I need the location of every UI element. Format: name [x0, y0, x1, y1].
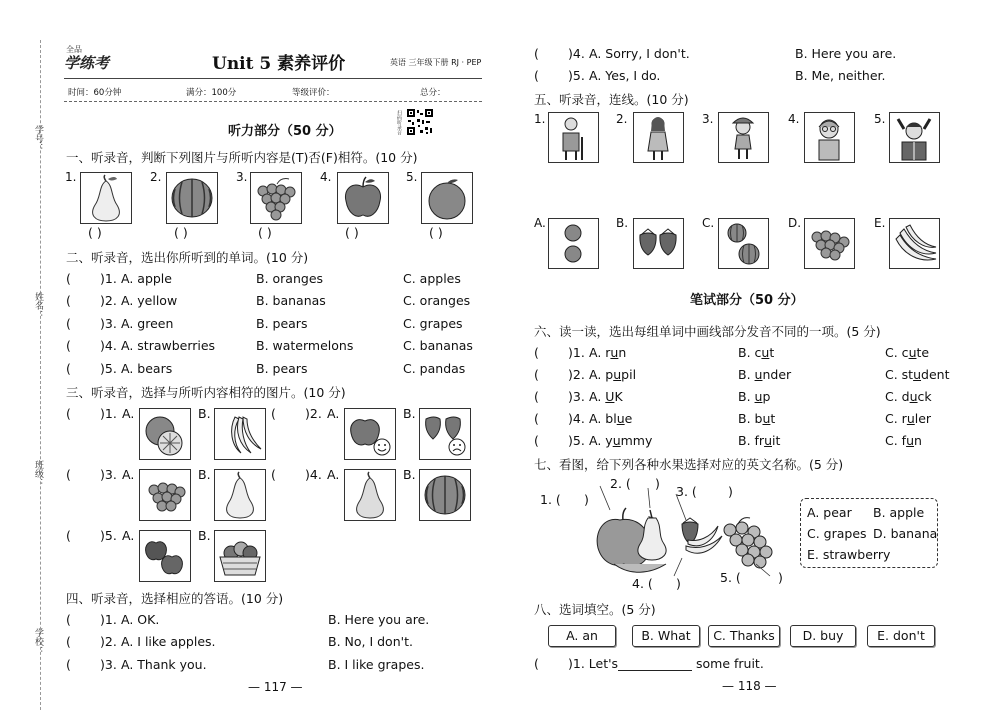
listening-section-title: 听力部分（50 分） [228, 124, 342, 139]
s2-opt-b-2: B. bananas [256, 293, 326, 308]
s3-num-2: )2. [305, 406, 322, 421]
s4-num-2: )2. [100, 634, 117, 649]
header-rule-2 [64, 101, 482, 102]
s4-opt-a-3: A. Thank you. [121, 657, 207, 672]
s7-close-3: ) [728, 484, 733, 499]
s2-opt-b-3: B. pears [256, 316, 308, 331]
s5-fruit-c [718, 218, 769, 269]
oranges-icon [549, 219, 598, 268]
s3-a-2: A. [327, 406, 340, 421]
s1-num-1: 1. [65, 170, 77, 184]
pear-icon [81, 173, 131, 223]
s2-paren-5[interactable]: ( [66, 361, 71, 376]
student-number-label: 学号： [33, 125, 43, 152]
s3-a-5: A. [122, 528, 135, 543]
s4-paren-4[interactable]: ( [534, 46, 539, 61]
s1-answer-1[interactable]: ( ) [88, 225, 102, 240]
s5-fruit-a [548, 218, 599, 269]
s2-opt-a-3: A. green [121, 316, 174, 331]
pear-icon [215, 470, 265, 520]
s5-fruit-d [804, 218, 855, 269]
writing-section-title: 笔试部分（50 分） [690, 293, 804, 308]
s3-pic-2b [419, 408, 471, 460]
s1-answer-4[interactable]: ( ) [345, 225, 359, 240]
s6-num-4: )4. [568, 411, 585, 426]
fruit-basket-icon [215, 531, 265, 581]
watermelons-icon [719, 219, 768, 268]
s8-paren-1[interactable]: ( [534, 656, 539, 671]
s4-opt-a-5: A. Yes, I do. [589, 68, 661, 83]
school-label: 学校： [33, 628, 43, 655]
s3-pic-5a [139, 530, 191, 582]
s1-num-3: 3. [236, 170, 248, 184]
time-label: 时间：60分钟 [68, 88, 122, 98]
s8-chip-d[interactable]: D. buy [790, 625, 856, 647]
s6-opt-b-4: B. but [738, 411, 776, 426]
s4-num-1: )1. [100, 612, 117, 627]
s1-num-4: 4. [320, 170, 332, 184]
s5-fruit-e [889, 218, 940, 269]
s4-opt-b-4: B. Here you are. [795, 46, 897, 61]
s4-opt-b-3: B. I like grapes. [328, 657, 425, 672]
s7-title: 七、看图，给下列各种水果选择对应的英文名称。(5 分) [534, 457, 844, 472]
s4-title: 四、听录音，选择相应的答语。(10 分) [66, 591, 284, 606]
s2-paren-1[interactable]: ( [66, 271, 71, 286]
qr-caption: 扫码听录音 [396, 110, 402, 135]
s5-person-2 [633, 112, 684, 163]
s2-num-4: )4. [100, 338, 117, 353]
s6-opt-b-3: B. up [738, 389, 771, 404]
header-rule [64, 78, 482, 79]
s3-paren-5[interactable]: ( [66, 528, 71, 543]
s3-pic-3a [139, 469, 191, 521]
s3-paren-1[interactable]: ( [66, 406, 71, 421]
s2-opt-c-4: C. bananas [403, 338, 473, 353]
s1-answer-5[interactable]: ( ) [429, 225, 443, 240]
watermelon-icon [420, 470, 470, 520]
s3-a-4: A. [327, 467, 340, 482]
s6-num-5: )5. [568, 433, 585, 448]
s6-paren-2[interactable]: ( [534, 367, 539, 382]
s6-opt-a-1: A. run [589, 345, 627, 360]
s7-opt-e: E. strawberry [807, 547, 891, 562]
qr-code-icon[interactable] [406, 108, 434, 136]
s6-opt-c-5: C. fun [885, 433, 922, 448]
s7-options-box [800, 498, 938, 568]
s1-pic-1 [80, 172, 132, 224]
s5-letter-a: A. [534, 216, 546, 230]
s7-close-2: ) [655, 476, 660, 491]
s6-num-1: )1. [568, 345, 585, 360]
s7-opt-b: B. apple [873, 505, 925, 520]
s7-close-5: ) [778, 570, 783, 585]
s7-num-3: 3. ( [676, 484, 697, 499]
s6-opt-b-1: B. cut [738, 345, 775, 360]
apple-icon [338, 173, 388, 223]
s3-b-3: B. [198, 467, 211, 482]
grapes-icon [805, 219, 854, 268]
s8-chip-c[interactable]: C. Thanks [708, 625, 780, 647]
s7-num-2: 2. ( [610, 476, 631, 491]
s8-q1-end: some fruit. [696, 656, 764, 671]
s5-fruit-b [633, 218, 684, 269]
s2-num-1: )1. [100, 271, 117, 286]
s2-paren-2[interactable]: ( [66, 293, 71, 308]
s6-num-2: )2. [568, 367, 585, 382]
s3-pic-3b [214, 469, 266, 521]
mother-icon [634, 113, 683, 162]
s1-title: 一、听录音，判断下列图片与所听内容是(T)否(F)相符。(10 分) [66, 150, 418, 165]
s5-num-5: 5. [874, 112, 886, 126]
s4-opt-b-1: B. Here you are. [328, 612, 430, 627]
full-score-label: 满分：100分 [186, 88, 237, 98]
strawberries-icon [634, 219, 683, 268]
s4-opt-a-2: A. I like apples. [121, 634, 216, 649]
logo: 学练考 [64, 54, 110, 72]
s1-pic-3 [250, 172, 302, 224]
s3-title: 三、听录音，选择与所听内容相符的图片。(10 分) [66, 385, 346, 400]
orange-halves-icon [140, 409, 190, 459]
right-page [500, 0, 1000, 722]
grade-label: 等级评价： [292, 88, 335, 98]
s4-opt-b-2: B. No, I don't. [328, 634, 413, 649]
s1-answer-3[interactable]: ( ) [258, 225, 272, 240]
s7-close-4: ) [676, 576, 681, 591]
s6-opt-a-2: A. pupil [589, 367, 637, 382]
s3-pic-1b [214, 408, 266, 460]
s7-num-1: 1. ( [540, 492, 561, 507]
banana-icon [215, 409, 265, 459]
s6-opt-a-5: A. yummy [589, 433, 653, 448]
subject-info: 英语 三年级下册 RJ · PEP [390, 58, 482, 67]
s6-paren-3[interactable]: ( [534, 389, 539, 404]
s3-a-3: A. [122, 467, 135, 482]
s4-paren-3[interactable]: ( [66, 657, 71, 672]
s3-b-4: B. [403, 467, 416, 482]
s3-num-5: )5. [100, 528, 117, 543]
s5-title: 五、听录音，连线。(10 分) [534, 92, 689, 107]
s7-num-5: 5. ( [720, 570, 741, 585]
page-title: Unit 5 素养评价 [212, 54, 346, 74]
s7-close-1: ) [584, 492, 589, 507]
watermelon-icon [167, 173, 217, 223]
s1-answer-2[interactable]: ( ) [174, 225, 188, 240]
s6-opt-c-2: C. student [885, 367, 950, 382]
s5-letter-e: E. [874, 216, 886, 230]
s3-paren-3[interactable]: ( [66, 467, 71, 482]
s5-num-2: 2. [616, 112, 628, 126]
s5-letter-b: B. [616, 216, 629, 230]
s2-opt-a-2: A. yellow [121, 293, 178, 308]
s2-opt-c-5: C. pandas [403, 361, 466, 376]
s2-opt-a-5: A. bears [121, 361, 173, 376]
s2-title: 二、听录音，选出你所听到的单词。(10 分) [66, 250, 309, 265]
s5-num-4: 4. [788, 112, 800, 126]
grapes-icon [140, 470, 190, 520]
s6-opt-b-5: B. fruit [738, 433, 781, 448]
s3-pic-5b [214, 530, 266, 582]
s3-b-1: B. [198, 406, 211, 421]
s8-chip-a[interactable]: A. an [548, 625, 616, 647]
s2-num-2: )2. [100, 293, 117, 308]
s7-num-4: 4. ( [632, 576, 653, 591]
s4-num-5: )5. [568, 68, 585, 83]
s5-person-3 [718, 112, 769, 163]
s2-opt-b-5: B. pears [256, 361, 308, 376]
s4-paren-2[interactable]: ( [66, 634, 71, 649]
class-label: 班级： [33, 460, 43, 487]
s3-paren-4[interactable]: ( [271, 467, 276, 482]
s5-person-4 [804, 112, 855, 163]
page-number-left: — 117 — [248, 680, 303, 694]
s8-title: 八、选词填空。(5 分) [534, 602, 656, 617]
s2-num-3: )3. [100, 316, 117, 331]
s6-opt-b-2: B. under [738, 367, 792, 382]
s3-pic-2a [344, 408, 396, 460]
s2-opt-c-2: C. oranges [403, 293, 471, 308]
s8-chip-e[interactable]: E. don't [867, 625, 935, 647]
s5-letter-c: C. [702, 216, 715, 230]
s6-opt-c-3: C. duck [885, 389, 932, 404]
s2-opt-b-4: B. watermelons [256, 338, 354, 353]
s6-title: 六、读一读，选出每组单词中画线部分发音不同的一项。(5 分) [534, 324, 881, 339]
s5-letter-d: D. [788, 216, 802, 230]
s3-num-1: )1. [100, 406, 117, 421]
name-label: 姓名： [33, 292, 43, 319]
s6-opt-c-1: C. cute [885, 345, 930, 360]
s4-num-3: )3. [100, 657, 117, 672]
s3-b-2: B. [403, 406, 416, 421]
father-icon [890, 113, 939, 162]
s1-num-5: 5. [406, 170, 418, 184]
s2-paren-4[interactable]: ( [66, 338, 71, 353]
pear-icon [345, 470, 395, 520]
total-label: 总分： [420, 88, 446, 98]
s3-num-3: )3. [100, 467, 117, 482]
s1-pic-4 [337, 172, 389, 224]
page-number-right: — 118 — [722, 679, 777, 693]
s2-opt-a-1: A. apple [121, 271, 172, 286]
s3-pic-1a [139, 408, 191, 460]
apple-smile-icon [345, 409, 395, 459]
s7-opt-c: C. grapes [807, 526, 867, 541]
s8-chip-b[interactable]: B. What [632, 625, 700, 647]
s2-opt-c-1: C. apples [403, 271, 461, 286]
s3-b-5: B. [198, 528, 211, 543]
s8-q1-start: )1. Let's [568, 656, 619, 671]
s5-person-5 [889, 112, 940, 163]
s3-num-4: )4. [305, 467, 322, 482]
s8-q1-blank[interactable] [618, 670, 692, 671]
s3-pic-4a [344, 469, 396, 521]
s6-opt-a-4: A. blue [589, 411, 633, 426]
s2-opt-a-4: A. strawberries [121, 338, 216, 353]
s4-opt-a-4: A. Sorry, I don't. [589, 46, 690, 61]
orange-icon [422, 173, 472, 223]
s4-opt-b-5: B. Me, neither. [795, 68, 886, 83]
strawberry-sad-icon [420, 409, 470, 459]
s4-num-4: )4. [568, 46, 585, 61]
grapes-icon [251, 173, 301, 223]
s1-num-2: 2. [150, 170, 162, 184]
apples-icon [140, 531, 190, 581]
bananas-icon [890, 219, 939, 268]
s2-num-5: )5. [100, 361, 117, 376]
s2-opt-b-1: B. oranges [256, 271, 324, 286]
s5-person-1 [548, 112, 599, 163]
s6-opt-c-4: C. ruler [885, 411, 932, 426]
s2-opt-c-3: C. grapes [403, 316, 463, 331]
s6-num-3: )3. [568, 389, 585, 404]
s6-paren-5[interactable]: ( [534, 433, 539, 448]
s4-opt-a-1: A. OK. [121, 612, 160, 627]
s7-opt-d: D. banana [873, 526, 938, 541]
s5-num-3: 3. [702, 112, 714, 126]
logo-top: 全品 [66, 45, 82, 54]
s3-a-1: A. [122, 406, 135, 421]
grandma-icon [805, 113, 854, 162]
s5-num-1: 1. [534, 112, 546, 126]
s6-paren-1[interactable]: ( [534, 345, 539, 360]
s1-pic-2 [166, 172, 218, 224]
s7-opt-a: A. pear [807, 505, 852, 520]
s1-pic-5 [421, 172, 473, 224]
grandpa-icon [549, 113, 598, 162]
s4-paren-1[interactable]: ( [66, 612, 71, 627]
s3-paren-2[interactable]: ( [271, 406, 276, 421]
s2-paren-3[interactable]: ( [66, 316, 71, 331]
girl-icon [719, 113, 768, 162]
s4-paren-5[interactable]: ( [534, 68, 539, 83]
s3-pic-4b [419, 469, 471, 521]
s6-opt-a-3: A. UK [589, 389, 623, 404]
s6-paren-4[interactable]: ( [534, 411, 539, 426]
